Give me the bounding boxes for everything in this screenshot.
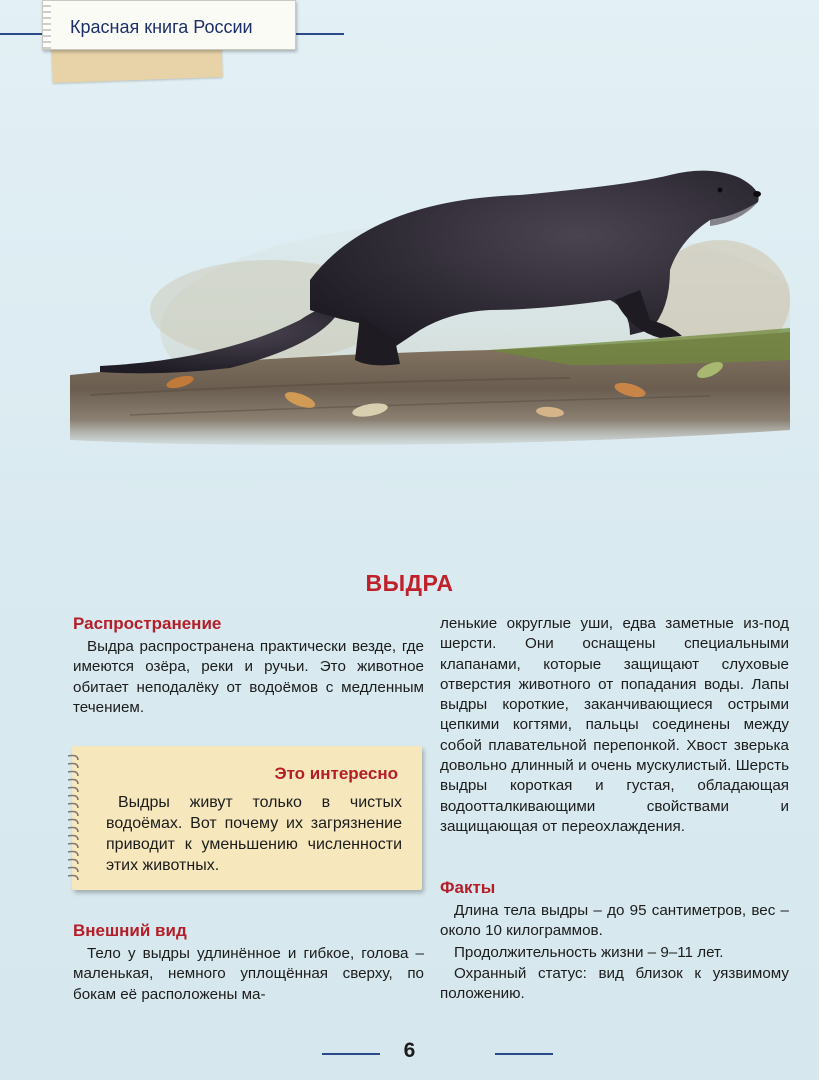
interesting-text: Выдры живут только в чистых водоёмах. Вот почему их загрязнение приводит к уменьшению численности этих животных. bbox=[106, 794, 402, 874]
fact-item: Продолжительность жизни – 9–11 лет. bbox=[454, 943, 724, 961]
header-rule-right bbox=[294, 33, 344, 35]
appearance-text-continued: ленькие округлые уши, едва заметные из-под шерсти. Они оснащены специальными клапанами, которые защищают слуховые отверстия животного от попадания воды. Лапы выдры короткие, заканчивающиеся острыми цепкими когтями, пальцы соединены между собой плавательной перепонкой. Хвост зверька довольно длинный и очень мускулистый. Шерсть выдры короткая и густая, обладающая водоотталкивающими свойствами и защищающая от переохлаждения. bbox=[440, 615, 789, 835]
facts-list bbox=[440, 901, 789, 1005]
spiral-binding-icon bbox=[66, 752, 84, 884]
interesting-box bbox=[72, 746, 422, 890]
header-title: Красная книга России bbox=[70, 17, 253, 37]
header-rule-left bbox=[0, 33, 44, 35]
appearance-text-start: Тело у выдры удлинённое и гибкое, голова – маленькая, немного уплощённая сверху, по бокам её расположены ма- bbox=[73, 945, 424, 1003]
distribution-heading: Распространение bbox=[73, 614, 222, 633]
facts-heading: Факты bbox=[440, 878, 496, 897]
article-title: ВЫДРА bbox=[365, 570, 454, 596]
interesting-heading: Это интересно bbox=[274, 764, 398, 783]
fact-item: Длина тела выдры – до 95 сантиметров, вес – около 10 килограммов. bbox=[440, 902, 789, 940]
fact-item: Охранный статус: вид близок к уязвимому положению. bbox=[440, 964, 789, 1003]
otter-photo bbox=[70, 160, 790, 450]
distribution-text: Выдра распространена практически везде, где имеются озёра, реки и ручьи. Это животное обитает неподалёку от водоёмов с медленным течением. bbox=[73, 638, 424, 716]
page-number: 6 bbox=[403, 1039, 416, 1062]
appearance-heading: Внешний вид bbox=[73, 921, 187, 940]
